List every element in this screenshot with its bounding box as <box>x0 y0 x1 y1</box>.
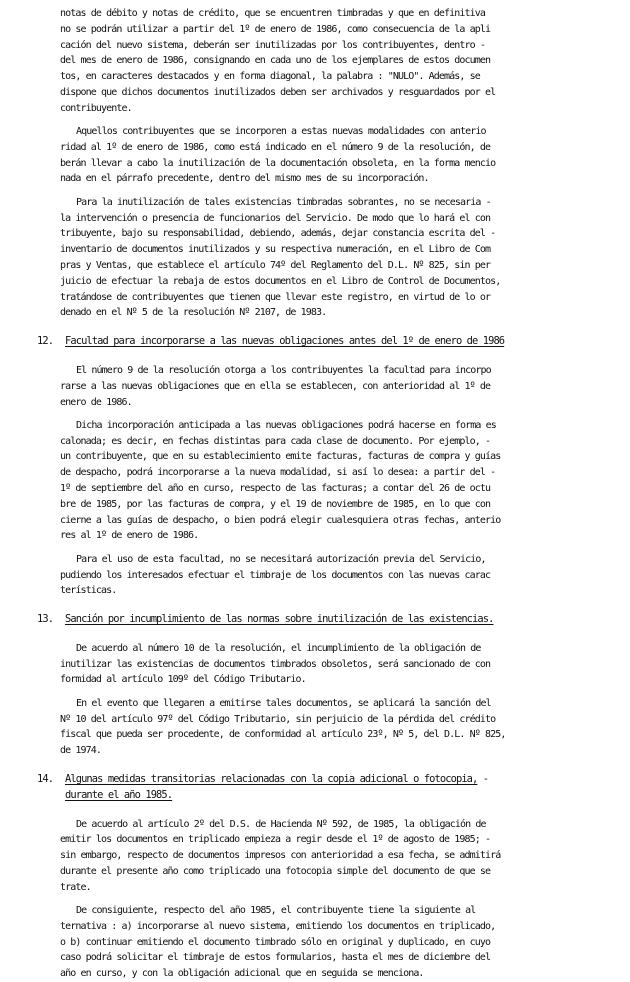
section-heading-12 <box>37 334 622 350</box>
section-number: 14. <box>37 772 54 785</box>
text-line: 1º de septiembre del año en curso, respecto de las facturas; a contar del 26 de octu <box>60 483 491 495</box>
text-line: ridad al 1º de enero de 1986, como está indicado en el número 9 de la resolución, de <box>60 141 491 153</box>
text-line: caso podrá solicitar el timbraje de estos formularios, hasta el mes de diciembre del <box>60 952 491 964</box>
text-line: trate. <box>60 881 91 893</box>
paragraph-staggered-incorporation <box>60 418 622 544</box>
paragraph-sanction-rule <box>60 641 622 688</box>
paragraph-early-incorporation <box>60 124 622 187</box>
text-line: Nº 10 del artículo 97º del Código Tributario, sin perjuicio de la pérdida del crédito <box>60 713 496 725</box>
text-line: Aquellos contribuyentes que se incorporen a estas nuevas modalidades con anterio <box>76 126 486 138</box>
paragraph-nulo-marking <box>60 6 622 117</box>
text-line: juicio de efectuar la rebaja de estos documentos en el Libro de Control de Documentos, <box>60 275 501 287</box>
text-line: Para el uso de esta facultad, no se necesitará autorización previa del Servicio, <box>76 553 486 565</box>
text-line: rarse a las nuevas obligaciones que en ella se establecen, con anterioridad al 1º de <box>60 380 491 392</box>
text-line: cación del nuevo sistema, deberán ser inutilizadas por los contribuyentes, dentro - <box>60 39 486 51</box>
text-line: contribuyente. <box>60 102 132 114</box>
text-line: El número 9 de la resolución otorga a los contribuyentes la facultad para incorpo <box>76 364 491 376</box>
paragraph-alternatives <box>60 903 622 982</box>
text-line: calonada; es decir, en fechas distintas para cada clase de documento. Por ejemplo, - <box>60 435 491 447</box>
section-number: 13. <box>37 613 54 626</box>
text-line: del mes de enero de 1986, consignando en cada uno de los ejemplares de estos documen <box>60 55 491 67</box>
text-line: sin embargo, respecto de documentos impresos con anterioridad a esa fecha, se admitirá <box>60 850 501 862</box>
text-line: o b) continuar emitiendo el documento timbrado sólo en original y duplicado, en cuyo <box>60 936 491 948</box>
text-line: tratándose de contribuyentes que tienen que llevar este registro, en virtud de lo or <box>60 291 491 303</box>
text-line: dispone que dichos documentos inutilizados deben ser archivados y resguardados por el <box>60 86 496 98</box>
text-line: terísticas. <box>60 585 117 597</box>
text-line: inventario de documentos inutilizados y su respectiva numeración, en el Libro de Com <box>60 244 491 256</box>
section-title-dash: - <box>477 772 489 785</box>
text-line: no se podrán utilizar a partir del 1º de enero de 1986, como consecuencia de la apli <box>60 23 491 35</box>
text-line: En el evento que llegaren a emitirse tales documentos, se aplicará la sanción del <box>76 697 491 709</box>
section-title: Algunas medidas transitorias relacionadas con la copia adicional o fotocopia, <box>65 772 478 785</box>
section-heading-14 <box>37 772 622 804</box>
text-line: nada en el párrafo precedente, dentro del mismo mes de su incorporación. <box>60 173 429 185</box>
text-line: de 1974. <box>60 745 101 757</box>
paragraph-faculty-grant <box>60 363 622 410</box>
text-line: un contribuyente, que en su establecimiento emite facturas, facturas de compra y guías <box>60 451 501 463</box>
text-line: fiscal que pueda ser procedente, de conformidad al artículo 23º, Nº 5, del D.L. Nº 825, <box>60 729 506 741</box>
section-title: Sanción por incumplimiento de las normas sobre inutilización de las existencias. <box>65 613 494 626</box>
text-line: Para la inutilización de tales existencias timbradas sobrantes, no se necesaria - <box>76 196 491 208</box>
section-heading-13 <box>37 612 622 628</box>
text-line: denado en el Nº 5 de la resolución Nº 2107, de 1983. <box>60 307 327 319</box>
text-line: la intervención o presencia de funcionarios del Servicio. De modo que lo hará el con <box>60 212 491 224</box>
section-number: 12. <box>37 335 54 348</box>
text-line: durante el presente año como triplicado una fotocopia simple del documento de que se <box>60 865 491 877</box>
text-line: De acuerdo al número 10 de la resolución, el incumplimiento de la obligación de <box>76 642 481 654</box>
text-line: emitir los documentos en triplicado empieza a regir desde el 1º de agosto de 1985; - <box>60 834 491 846</box>
text-line: bre de 1985, por las facturas de compra, y el 19 de noviembre de 1985, en lo que con <box>60 498 491 510</box>
section-title-continuation: durante el año 1985. <box>65 788 173 801</box>
paragraph-no-authorization <box>60 552 622 599</box>
paragraph-triplicate-rule <box>60 817 622 896</box>
text-line: pras y Ventas, que establece el artículo 74º del Reglamento del D.L. Nº 825, sin per <box>60 259 491 271</box>
text-line: pudiendo los interesados efectuar el timbraje de los documentos con las nuevas carac <box>60 569 491 581</box>
text-line: notas de débito y notas de crédito, que se encuentren timbradas y que en definitiva <box>60 8 486 19</box>
text-line: ternativa : a) incorporarse al nuevo sistema, emitiendo los documentos en triplicado, <box>60 920 496 932</box>
text-line: De consiguiente, respecto del año 1985, el contribuyente tiene la siguiente al <box>76 905 476 917</box>
text-line: De acuerdo al artículo 2º del D.S. de Hacienda Nº 592, de 1985, la obligación de <box>76 818 486 830</box>
paragraph-sanction-application <box>60 696 622 759</box>
text-line: tribuyente, bajo su responsabilidad, debiendo, además, dejar constancia escrita del - <box>60 228 496 240</box>
text-line: res al 1º de enero de 1986. <box>60 530 199 542</box>
text-line: berán llevar a cabo la inutilización de la documentación obsoleta, en la forma mencio <box>60 157 496 169</box>
text-line: de despacho, podrá incorporarse a la nueva modalidad, si así lo desea: a partir del - <box>60 467 496 479</box>
text-line: cierne a las guías de despacho, o bien podrá elegir cualesquiera otras fechas, anterio <box>60 514 501 526</box>
text-line: formidad al artículo 109º del Código Tributario. <box>60 674 306 686</box>
text-line: Dicha incorporación anticipada a las nuevas obligaciones podrá hacerse en forma es <box>76 419 496 431</box>
text-line: año en curso, y con la obligación adicional que en seguida se menciona. <box>60 968 424 980</box>
section-title: Facultad para incorporarse a las nuevas obligaciones antes del 1º de enero de 1986 <box>65 335 505 348</box>
paragraph-inutilization-procedure <box>60 195 622 321</box>
text-line: tos, en caracteres destacados y en forma diagonal, la palabra : "NULO". Además, se <box>60 71 480 83</box>
text-line: enero de 1986. <box>60 396 132 408</box>
text-line: inutilizar las existencias de documentos timbrados obsoletos, será sancionado de con <box>60 658 491 670</box>
